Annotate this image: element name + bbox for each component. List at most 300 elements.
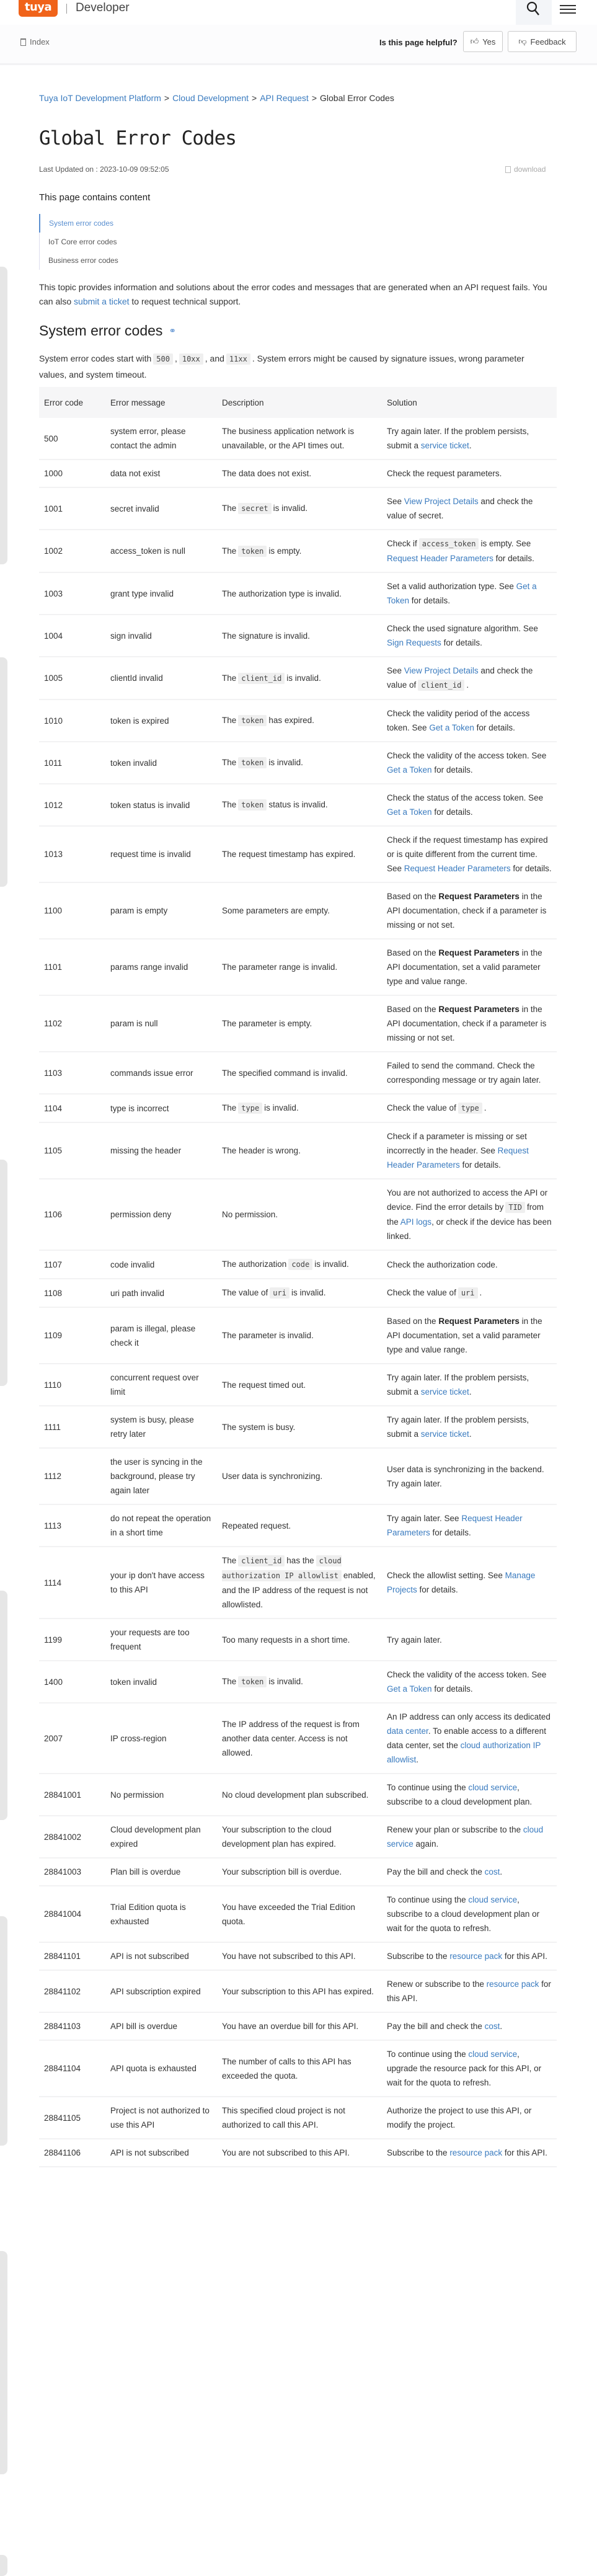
- text: has the: [286, 1556, 314, 1565]
- page-toolbar: [0, 25, 597, 65]
- error-code: 1107: [39, 1250, 105, 1279]
- table-row: [39, 418, 557, 460]
- inline-link[interactable]: Request Header Parameters: [387, 1146, 529, 1170]
- error-code: 28841004: [39, 1886, 105, 1942]
- inline-code: token: [238, 546, 267, 557]
- edge-decoration: [0, 2555, 7, 2576]
- error-solution: [382, 1970, 557, 2012]
- table-of-contents: [39, 214, 118, 270]
- text: in the API documentation, set a valid parameter type and value range.: [387, 948, 542, 986]
- text: is invalid.: [268, 758, 303, 767]
- error-description: [217, 572, 382, 615]
- text: , subscribe to a cloud development plan or wait for the quota to refresh.: [387, 1895, 540, 1933]
- error-description: [217, 1619, 382, 1661]
- text: is invalid.: [286, 673, 321, 683]
- text: The specified command is invalid.: [222, 1068, 348, 1078]
- text: The value of: [222, 1288, 268, 1297]
- text: in the API documentation, check if a parameter is missing or not set.: [387, 1005, 547, 1042]
- error-solution: [382, 700, 557, 742]
- text: You are not authorized to access the API or device. Find the error details by: [387, 1188, 548, 1212]
- text: from the: [387, 1202, 544, 1227]
- text: . To enable access to a different data center, set the: [387, 1726, 546, 1750]
- bold-text: Request Parameters: [438, 948, 520, 957]
- breadcrumb-separator: >: [311, 93, 317, 103]
- error-message: commands issue error: [105, 1052, 217, 1094]
- inline-link[interactable]: resource pack: [449, 1952, 503, 1961]
- text: Subscribe to the: [387, 1952, 450, 1961]
- text: The header is wrong.: [222, 1146, 301, 1155]
- table-row: [39, 1970, 557, 2012]
- text: The: [222, 673, 237, 683]
- submit-ticket-link[interactable]: submit a ticket: [74, 296, 130, 306]
- error-message: type is incorrect: [105, 1094, 217, 1122]
- table-row: [39, 1774, 557, 1816]
- error-solution: [382, 1052, 557, 1094]
- table-row: [39, 784, 557, 826]
- error-description: [217, 2040, 382, 2097]
- error-message: token invalid: [105, 1661, 217, 1703]
- error-code: 500: [39, 418, 105, 460]
- table-row: [39, 615, 557, 657]
- error-message: uri path invalid: [105, 1279, 217, 1307]
- inline-code: uri: [458, 1287, 478, 1299]
- text: Check the validity of the access token. See: [387, 751, 547, 760]
- error-message: data not exist: [105, 460, 217, 487]
- table-row: [39, 1179, 557, 1250]
- yes-label: Yes: [482, 37, 496, 47]
- text: The system is busy.: [222, 1422, 296, 1432]
- inline-link[interactable]: cloud authorization IP allowlist: [387, 1741, 541, 1764]
- inline-code: TID: [505, 1202, 525, 1213]
- error-solution: [382, 1364, 557, 1406]
- error-description: [217, 487, 382, 530]
- table-row: [39, 1547, 557, 1619]
- inline-code: type: [238, 1103, 262, 1114]
- error-description: [217, 1886, 382, 1942]
- error-description: [217, 1094, 382, 1122]
- inline-link[interactable]: cost: [484, 2022, 500, 2031]
- text: Check the request parameters.: [387, 469, 502, 478]
- error-solution: [382, 742, 557, 784]
- inline-link[interactable]: data center: [387, 1726, 428, 1736]
- error-message: your requests are too frequent: [105, 1619, 217, 1661]
- table-row: [39, 1052, 557, 1094]
- text: for details.: [431, 765, 473, 775]
- text: and check the value of: [387, 666, 533, 690]
- error-code: 1000: [39, 460, 105, 487]
- error-code: 1112: [39, 1448, 105, 1504]
- inline-link[interactable]: resource pack: [486, 1979, 539, 1989]
- text: again.: [413, 1839, 439, 1849]
- error-message: No permission: [105, 1774, 217, 1816]
- column-header: Error code: [39, 387, 105, 418]
- text: To continue using the: [387, 2050, 469, 2059]
- inline-link[interactable]: cloud service: [468, 1895, 518, 1904]
- error-description: [217, 2139, 382, 2167]
- text: The authorization type is invalid.: [222, 588, 342, 598]
- text: .: [469, 1429, 472, 1439]
- toc-title: This page contains content: [39, 192, 151, 203]
- text: for details.: [493, 554, 534, 563]
- error-solution: [382, 826, 557, 882]
- inline-link[interactable]: Get a Token: [387, 1684, 432, 1694]
- error-solution: [382, 1816, 557, 1858]
- error-solution: [382, 1774, 557, 1816]
- text: The data does not exist.: [222, 469, 312, 478]
- error-solution: [382, 657, 557, 700]
- text: The: [222, 1677, 237, 1686]
- text: Some parameters are empty.: [222, 906, 330, 915]
- error-code: 1113: [39, 1504, 105, 1547]
- error-solution: [382, 2012, 557, 2040]
- error-message: API quota is exhausted: [105, 2040, 217, 2097]
- text: in the API documentation, set a valid parameter type and value range.: [387, 1317, 542, 1354]
- feedback-button[interactable]: [508, 31, 577, 52]
- error-description: [217, 1970, 382, 2012]
- breadcrumb-current: Global Error Codes: [320, 93, 394, 103]
- error-description: [217, 784, 382, 826]
- inline-link[interactable]: Manage Projects: [387, 1571, 536, 1594]
- edge-decoration: [0, 267, 7, 564]
- inline-link[interactable]: Request Header Parameters: [387, 554, 493, 563]
- inline-code: 10xx: [179, 353, 203, 365]
- table-row: [39, 2012, 557, 2040]
- bold-text: Request Parameters: [438, 1005, 520, 1014]
- error-description: [217, 1122, 382, 1179]
- search-button[interactable]: [516, 0, 552, 25]
- error-solution: [382, 572, 557, 615]
- table-row: [39, 1619, 557, 1661]
- error-description: [217, 1703, 382, 1774]
- inline-code: access_token: [419, 538, 479, 549]
- inline-link[interactable]: View Project Details: [404, 497, 479, 506]
- inline-link[interactable]: API logs: [400, 1217, 432, 1227]
- table-row: [39, 460, 557, 487]
- error-solution: [382, 882, 557, 939]
- yes-button[interactable]: [463, 31, 503, 52]
- thumbs-down-icon: 👎︎: [518, 37, 527, 46]
- edge-decoration: [0, 1916, 7, 2146]
- error-solution: [382, 1279, 557, 1307]
- breadcrumb-separator: >: [164, 93, 170, 103]
- error-solution: [382, 784, 557, 826]
- text: No permission.: [222, 1210, 278, 1219]
- menu-button[interactable]: [560, 2, 576, 15]
- error-solution: [382, 530, 557, 572]
- error-code: 1013: [39, 826, 105, 882]
- text: for this API.: [502, 1952, 547, 1961]
- error-description: [217, 826, 382, 882]
- error-solution: [382, 1504, 557, 1547]
- breadcrumb-link[interactable]: Cloud Development: [172, 93, 249, 103]
- error-code: 28841001: [39, 1774, 105, 1816]
- text: is invalid.: [268, 1677, 303, 1686]
- error-code: 28841105: [39, 2097, 105, 2139]
- error-message: sign invalid: [105, 615, 217, 657]
- pdf-icon: [505, 166, 511, 173]
- error-description: [217, 1052, 382, 1094]
- text: Your subscription to this API has expired.: [222, 1986, 374, 1996]
- inline-link[interactable]: service ticket: [420, 441, 469, 450]
- error-solution: [382, 1179, 557, 1250]
- error-message: param is illegal, please check it: [105, 1307, 217, 1364]
- table-row: [39, 1858, 557, 1886]
- error-codes-table: [39, 387, 557, 2167]
- inline-link[interactable]: service ticket: [420, 1429, 469, 1439]
- text: , subscribe to a cloud development plan.: [387, 1783, 533, 1806]
- error-code: 1199: [39, 1619, 105, 1661]
- error-solution: [382, 1307, 557, 1364]
- intro-paragraph: [39, 280, 554, 309]
- error-code: 1102: [39, 995, 105, 1052]
- inline-link[interactable]: cost: [484, 1867, 500, 1876]
- error-description: [217, 882, 382, 939]
- error-code: 1103: [39, 1052, 105, 1094]
- breadcrumb-link[interactable]: API Request: [260, 93, 309, 103]
- error-code: 1105: [39, 1122, 105, 1179]
- text: The number of calls to this API has exceeded the quota.: [222, 2056, 352, 2081]
- error-description: [217, 742, 382, 784]
- download-label: download: [514, 165, 546, 174]
- error-solution: [382, 1942, 557, 1970]
- inline-code: type: [458, 1103, 482, 1114]
- table-row: [39, 1816, 557, 1858]
- error-code: 1110: [39, 1364, 105, 1406]
- section-description: [39, 351, 554, 383]
- text: .: [466, 680, 469, 690]
- error-description: [217, 1279, 382, 1307]
- inline-link[interactable]: View Project Details: [404, 666, 479, 675]
- inline-link[interactable]: cloud service: [387, 1825, 544, 1849]
- error-solution: [382, 1122, 557, 1179]
- search-icon: [526, 1, 540, 16]
- table-row: [39, 1886, 557, 1942]
- error-message: request time is invalid: [105, 826, 217, 882]
- error-message: do not repeat the operation in a short time: [105, 1504, 217, 1547]
- text: See: [387, 666, 404, 675]
- error-description: [217, 615, 382, 657]
- text: .: [500, 1867, 503, 1876]
- inline-code: token: [238, 1676, 267, 1687]
- text: Check the value of: [387, 1103, 456, 1113]
- error-message: code invalid: [105, 1250, 217, 1279]
- error-message: access_token is null: [105, 530, 217, 572]
- text: The: [222, 546, 237, 556]
- error-description: [217, 1250, 382, 1279]
- column-header: Error message: [105, 387, 217, 418]
- text: for details.: [409, 596, 451, 605]
- toc-item-business-error-codes[interactable]: Business error codes: [48, 256, 118, 265]
- text: Check if the request timestamp has expired or is quite different from the current time. See: [387, 835, 548, 873]
- inline-code: uri: [270, 1287, 290, 1299]
- toc-item-iot-core-error-codes[interactable]: IoT Core error codes: [48, 238, 117, 246]
- inline-link[interactable]: Sign Requests: [387, 638, 441, 647]
- text: for this API.: [387, 1979, 551, 2003]
- error-code: 2007: [39, 1703, 105, 1774]
- error-solution: [382, 615, 557, 657]
- error-message: your ip don't have access to this API: [105, 1547, 217, 1619]
- error-description: [217, 1942, 382, 1970]
- text: is invalid.: [314, 1259, 349, 1269]
- text: and check the value of secret.: [387, 497, 533, 520]
- error-solution: [382, 1886, 557, 1942]
- text: Renew or subscribe to the: [387, 1979, 487, 1989]
- error-code: 1004: [39, 615, 105, 657]
- menu-icon: [560, 5, 576, 6]
- error-description: [217, 1816, 382, 1858]
- error-message: API subscription expired: [105, 1970, 217, 2012]
- anchor-link-icon[interactable]: ⚭: [169, 326, 177, 335]
- text: Check if a parameter is missing or set incorrectly in the header. See: [387, 1132, 527, 1155]
- table-row: [39, 742, 557, 784]
- text: The: [222, 758, 237, 767]
- error-description: [217, 657, 382, 700]
- error-code: 1106: [39, 1179, 105, 1250]
- text: The request timed out.: [222, 1380, 306, 1390]
- error-message: token status is invalid: [105, 784, 217, 826]
- inline-link[interactable]: Get a Token: [429, 723, 474, 732]
- error-description: [217, 1661, 382, 1703]
- error-code: 1104: [39, 1094, 105, 1122]
- brand-label: Developer: [76, 1, 130, 14]
- text: Check the validity period of the access token. See: [387, 709, 530, 732]
- table-row: [39, 700, 557, 742]
- error-code: 1108: [39, 1279, 105, 1307]
- text: Based on the: [387, 1317, 439, 1326]
- inline-link[interactable]: Get a Token: [387, 765, 432, 775]
- text: Try again later. If the problem persists, submit a: [387, 1415, 529, 1439]
- error-description: [217, 418, 382, 460]
- table-row: [39, 995, 557, 1052]
- table-row: [39, 572, 557, 615]
- error-code: 1111: [39, 1406, 105, 1448]
- error-description: [217, 995, 382, 1052]
- text: . System errors might be caused by signature issues, wrong parameter values, and system timeout.: [39, 353, 524, 380]
- text: Try again later.: [387, 1635, 442, 1645]
- error-message: token invalid: [105, 742, 217, 784]
- inline-link[interactable]: service ticket: [420, 1387, 469, 1397]
- error-description: [217, 460, 382, 487]
- text: for details.: [474, 723, 515, 732]
- text: .: [479, 1288, 482, 1297]
- text: Based on the: [387, 892, 439, 901]
- menu-icon-line: [560, 12, 576, 14]
- text: status is invalid.: [268, 800, 328, 809]
- error-message: concurrent request over limit: [105, 1364, 217, 1406]
- text: An IP address can only access its dedicated: [387, 1712, 551, 1721]
- error-code: 28841003: [39, 1858, 105, 1886]
- text: for details.: [459, 1160, 501, 1170]
- inline-code: token: [238, 757, 267, 768]
- inline-link[interactable]: cloud service: [468, 1783, 518, 1792]
- inline-link[interactable]: cloud service: [468, 2050, 518, 2059]
- top-nav: [0, 0, 597, 25]
- error-code: 1101: [39, 939, 105, 995]
- error-description: [217, 1858, 382, 1886]
- error-message: Cloud development plan expired: [105, 1816, 217, 1858]
- error-message: IP cross-region: [105, 1703, 217, 1774]
- inline-code: 500: [153, 353, 173, 365]
- text: for details.: [441, 638, 482, 647]
- toc-item-system-error-codes[interactable]: System error codes: [39, 214, 118, 233]
- error-solution: [382, 1448, 557, 1504]
- text: Try again later. See: [387, 1514, 462, 1523]
- table-row: [39, 487, 557, 530]
- table-row: [39, 2097, 557, 2139]
- inline-code: code: [288, 1259, 312, 1270]
- text: .: [484, 1103, 487, 1113]
- error-solution: [382, 1661, 557, 1703]
- tuya-logo[interactable]: tuya: [19, 0, 58, 17]
- text: is empty. See: [480, 539, 531, 548]
- text: is invalid.: [264, 1103, 299, 1113]
- error-code: 1003: [39, 572, 105, 615]
- error-solution: [382, 2097, 557, 2139]
- inline-link[interactable]: Get a Token: [387, 807, 432, 817]
- text: To continue using the: [387, 1895, 469, 1904]
- error-code: 1100: [39, 882, 105, 939]
- error-message: secret invalid: [105, 487, 217, 530]
- text: .: [469, 1387, 472, 1397]
- intro-text: This topic provides information and solutions about the error codes and messages that are generated when an API request fails. You can also: [39, 282, 547, 306]
- text: See: [387, 497, 404, 506]
- text: You have not subscribed to this API.: [222, 1952, 356, 1961]
- error-code: 28841101: [39, 1942, 105, 1970]
- edge-decoration: [0, 657, 7, 887]
- inline-link[interactable]: Request Header Parameters: [387, 1514, 523, 1537]
- table-row: [39, 1094, 557, 1122]
- error-solution: [382, 487, 557, 530]
- error-message: missing the header: [105, 1122, 217, 1179]
- error-message: the user is syncing in the background, please try again later: [105, 1448, 217, 1504]
- breadcrumb-link[interactable]: Tuya IoT Development Platform: [39, 93, 161, 103]
- table-row: [39, 1661, 557, 1703]
- text: Check if: [387, 539, 417, 548]
- inline-link[interactable]: resource pack: [449, 2148, 503, 2157]
- error-message: params range invalid: [105, 939, 217, 995]
- error-solution: [382, 418, 557, 460]
- error-message: Plan bill is overdue: [105, 1858, 217, 1886]
- index-toggle[interactable]: [20, 37, 50, 47]
- bold-text: Request Parameters: [438, 892, 520, 901]
- inline-link[interactable]: Request Header Parameters: [404, 864, 511, 873]
- text: Set a valid authorization type. See: [387, 582, 516, 591]
- error-code: 1400: [39, 1661, 105, 1703]
- intro-text: to request technical support.: [129, 296, 241, 306]
- download-button[interactable]: [505, 165, 546, 174]
- error-solution: [382, 1547, 557, 1619]
- table-row: [39, 882, 557, 939]
- text: You are not subscribed to this API.: [222, 2148, 350, 2157]
- feedback-label: Feedback: [530, 37, 566, 47]
- text: The business application network is unavailable, or the API times out.: [222, 427, 355, 450]
- error-description: [217, 700, 382, 742]
- inline-link[interactable]: Get a Token: [387, 582, 537, 605]
- text: for details.: [417, 1585, 458, 1594]
- text: Check the authorization code.: [387, 1259, 498, 1269]
- text: The parameter range is invalid.: [222, 962, 338, 972]
- error-code: 28841102: [39, 1970, 105, 2012]
- error-message: Trial Edition quota is exhausted: [105, 1886, 217, 1942]
- error-description: [217, 2097, 382, 2139]
- table-row: [39, 2139, 557, 2167]
- error-description: [217, 939, 382, 995]
- text: for details.: [431, 1684, 473, 1694]
- edge-decoration: [0, 1160, 7, 1386]
- index-icon: [20, 38, 26, 46]
- text: is empty.: [268, 546, 302, 556]
- table-row: [39, 826, 557, 882]
